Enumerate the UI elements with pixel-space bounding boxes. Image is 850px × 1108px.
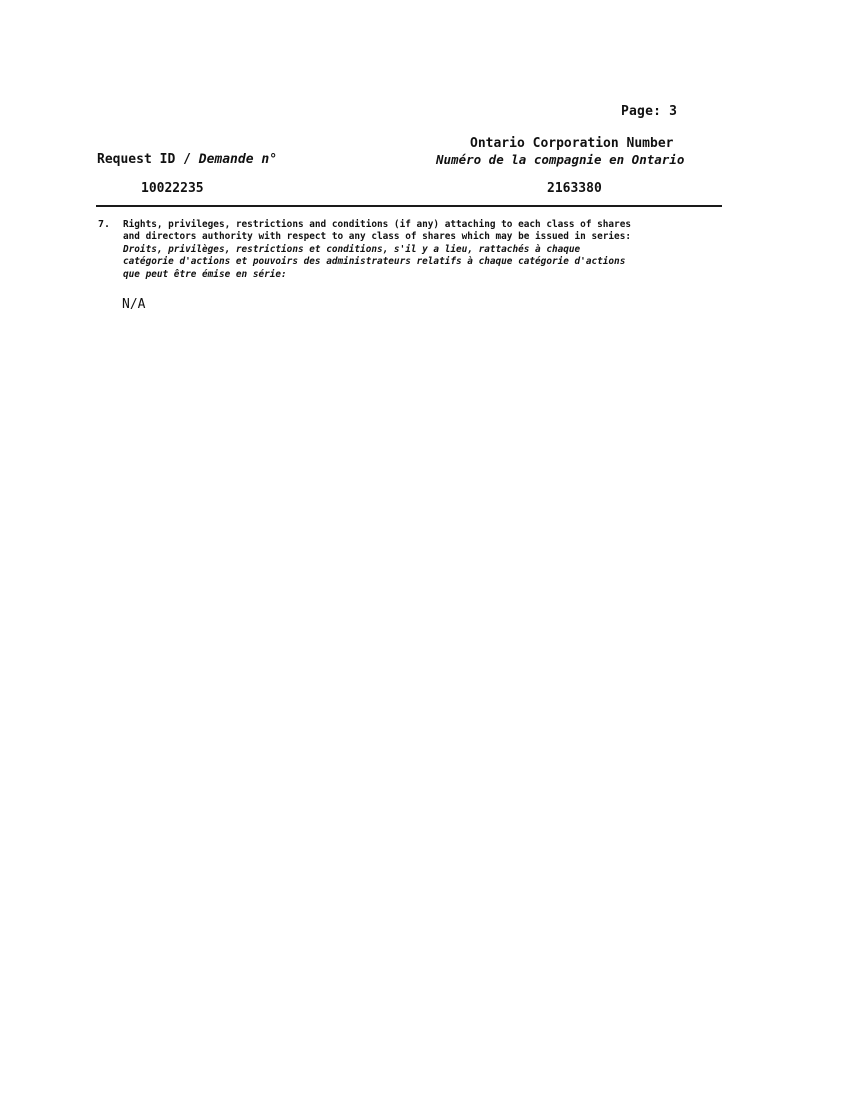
request-id-label-en: Request ID / xyxy=(97,152,199,167)
section-description xyxy=(123,219,723,281)
corporation-number-value: 2163380 xyxy=(547,181,602,196)
section-number: 7. xyxy=(98,219,111,230)
corporation-number-label-fr: Numéro de la compagnie en Ontario xyxy=(436,152,685,167)
section-line-fr-2: catégorie d'actions et pouvoirs des administrateurs relatifs à chaque catégorie d'actions xyxy=(123,256,626,268)
section-line-en-2: and directors authority with respect to any class of shares which may be issued in series: xyxy=(123,231,631,243)
section-answer: N/A xyxy=(122,297,146,312)
request-id-label-fr: Demande n° xyxy=(198,152,278,167)
corporation-number-label-en: Ontario Corporation Number xyxy=(470,136,674,151)
section-line-fr-1: Droits, privilèges, restrictions et conditions, s'il y a lieu, rattachés à chaque xyxy=(123,243,581,255)
request-id-label xyxy=(97,152,277,167)
page-number: Page: 3 xyxy=(621,104,678,119)
header-divider xyxy=(96,205,722,207)
section-line-fr-3: que peut être émise en série: xyxy=(123,268,287,280)
request-id-value: 10022235 xyxy=(141,181,204,196)
section-line-en-1: Rights, privileges, restrictions and conditions (if any) attaching to each class of shares xyxy=(123,219,631,230)
